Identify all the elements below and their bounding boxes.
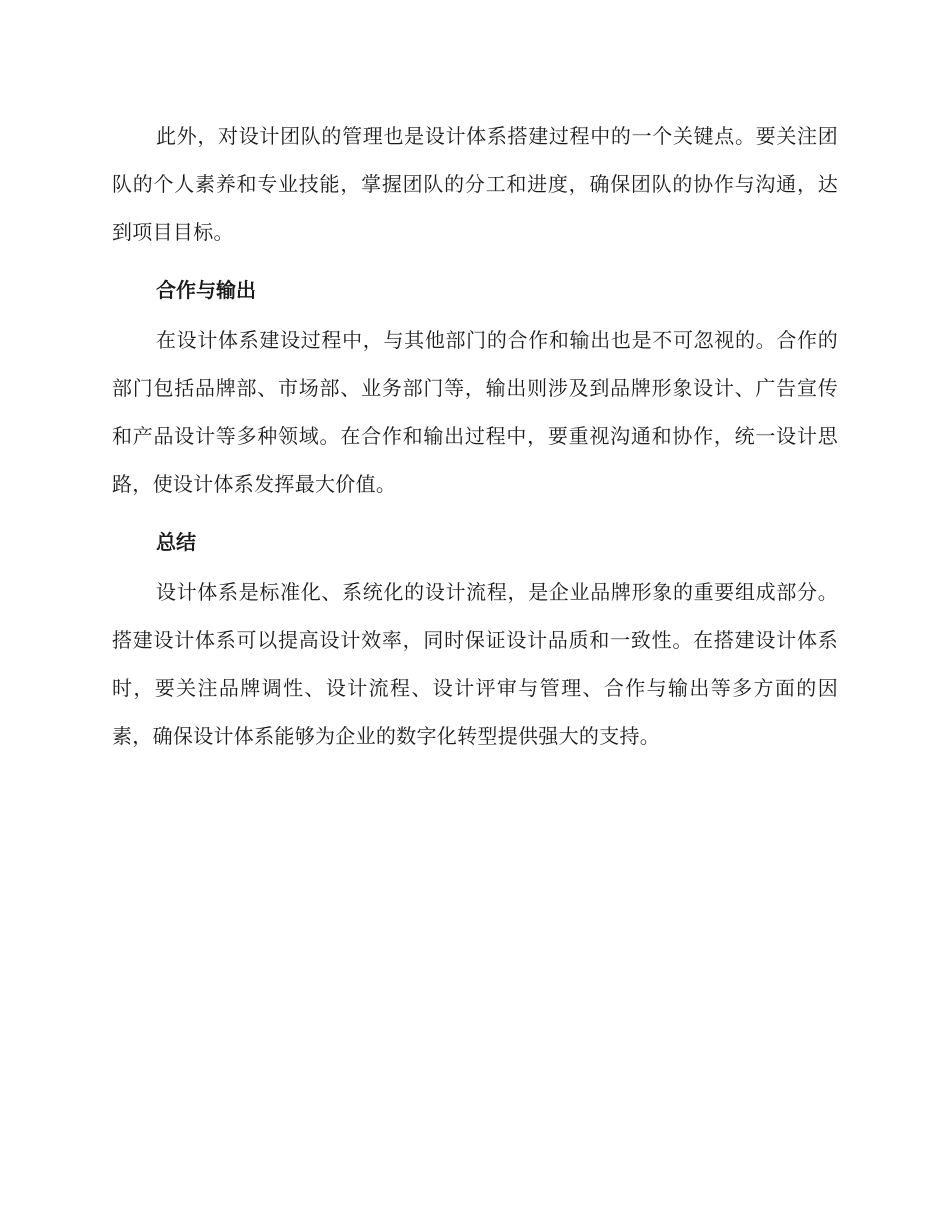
section-heading-cooperation: 合作与输出 — [156, 278, 256, 302]
paragraph-summary: 设计体系是标准化、系统化的设计流程，是企业品牌形象的重要组成部分。搭建设计体系可以提高设计效率，同时保证设计品质和一致性。在搭建设计体系时，要关注品牌调性、设计流程、设计评审与管理、合作与输出等多方面的因素，确保设计体系能够为企业的数字化转型提供强大的支持。 — [112, 580, 838, 748]
section-heading-summary: 总结 — [156, 530, 196, 554]
paragraph-team-management: 此外，对设计团队的管理也是设计体系搭建过程中的一个关键点。要关注团队的个人素养和专业技能，掌握团队的分工和进度，确保团队的协作与沟通，达到项目目标。 — [112, 124, 838, 244]
paragraph-cooperation: 在设计体系建设过程中，与其他部门的合作和输出也是不可忽视的。合作的部门包括品牌部、市场部、业务部门等，输出则涉及到品牌形象设计、广告宣传和产品设计等多种领域。在合作和输出过程中，要重视沟通和协作，统一设计思路，使设计体系发挥最大价值。 — [112, 328, 838, 496]
